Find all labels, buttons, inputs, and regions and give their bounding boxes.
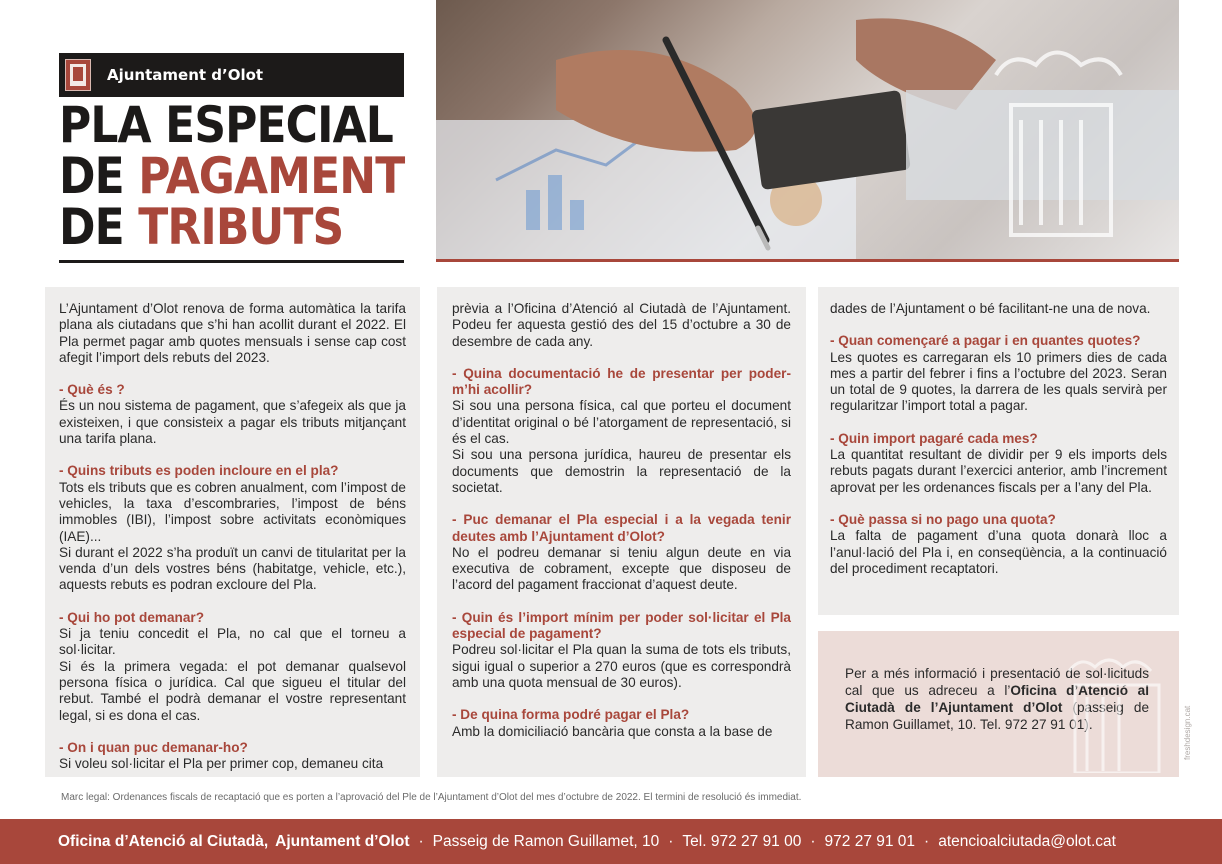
faq-section (59, 740, 406, 773)
faq-answer: La falta de pagament d’una quota donarà lloc a l’anul·lació del Pla i, en conseqüència, a la continuació del procediment recaptatori. (830, 528, 1167, 576)
logo-text: Ajuntament d’Olot (107, 66, 264, 84)
photo-underline (436, 259, 1179, 262)
faq-question: - On i quan puc demanar-ho? (59, 739, 248, 755)
title-line-3-prefix: DE (59, 198, 139, 256)
faq-answer: Amb la domiciliació bancària que consta a la base de (452, 723, 773, 739)
faq-answer: Si sou una persona física, cal que porteu el document d’identitat original o bé l’atorgament de representació, si és el cas. (452, 398, 791, 447)
faq-answer: És un nou sistema de pagament, que s’afegeix als que ja existeixen, i que consisteix a pagar els tributs mitjançant una tarifa plana. (59, 398, 406, 447)
faq-answer: Si sou una persona jurídica, haureu de presentar els documents que demostrin la representació de la societat. (452, 447, 791, 495)
column-2 (437, 287, 806, 777)
hero-photo-illustration (436, 0, 1179, 259)
footer-address: Passeig de Ramon Guillamet, 10 (432, 832, 660, 850)
faq-question: - Què és ? (59, 382, 125, 398)
faq-answer: No el podreu demanar si teniu algun deute en via executiva de cobrament, excepte que disposeu de l’acord del pagament fraccionat d’aquest deute. (452, 544, 791, 593)
faq-section (59, 610, 406, 724)
footer-phone[interactable]: Tel. 972 27 91 00 (682, 832, 802, 850)
faq-section (59, 463, 406, 593)
faq-section (830, 333, 1167, 414)
title-line-2-accent: PAGAMENT (138, 147, 405, 205)
faq-section (452, 610, 791, 691)
faq-question: - Quan començaré a pagar i en quantes quotes? (830, 333, 1141, 349)
hero-photo (436, 0, 1179, 259)
title-underline (59, 260, 404, 263)
faq-answer: Tots els tributs que es cobren anualment, com l’impost de vehicles, la taxa d’escombraries, l’impost de béns immobles (IBI), l’impost sobre activitats econòmiques (IAE)... (59, 479, 406, 544)
column-1 (45, 287, 420, 777)
info-text-post: (passeig de Ramon Guillamet, 10. Tel. 972 27 91 01). (845, 700, 1150, 732)
info-text-pre: Per a més informació i presentació de sol·licituds cal que us adreceu a l’ (845, 666, 1149, 698)
info-box (818, 631, 1179, 777)
faq-question: - De quina forma podré pagar el Pla? (452, 707, 690, 723)
faq-question: - Quin import pagaré cada mes? (830, 430, 1038, 446)
faq-answer: Si durant el 2022 s’ha produït un canvi de titularitat per la venda d’un dels vostres béns (habitatge, vehicle, etc.), aquests rebuts es podran excloure del Pla. (59, 544, 406, 593)
faq-answer: La quantitat resultant de dividir per 9 els imports dels rebuts pagats durant l’exercici anterior, amb l’increment aprovat per les ordenances fiscals per a l’any del Pla. (830, 447, 1167, 495)
footer-office: Oficina d’Atenció al Ciutadà, (58, 832, 269, 850)
column-3 (818, 287, 1179, 615)
title-line-1: PLA ESPECIAL (59, 96, 393, 154)
faq-section (830, 512, 1167, 577)
faq-question: - Qui ho pot demanar? (59, 609, 204, 625)
footer-separator: · (668, 832, 674, 850)
title-line-2-prefix: DE (59, 147, 139, 205)
footer-separator: · (924, 832, 930, 850)
page-title (59, 96, 405, 256)
design-credit: freshdesign.cat (1183, 705, 1192, 760)
continued-text: prèvia a l’Oficina d’Atenció al Ciutadà de l’Ajuntament. Podeu fer aquesta gestió des del 15 d’octubre a 30 de desembre de cada any. (452, 301, 791, 349)
footer-email-link[interactable]: atencioalciutada@olot.cat (938, 832, 1116, 850)
logo-bar (59, 53, 404, 97)
title-line-3-accent: TRIBUTS (138, 198, 344, 256)
footer-separator: · (418, 832, 424, 850)
faq-section (452, 707, 791, 740)
legal-note: Marc legal: Ordenances fiscals de recaptació que es porten a l’aprovació del Ple de l’Ajuntament d’Olot del mes d’octubre de 2022. El termini de resolució és immediat. (61, 792, 802, 803)
footer-org: Ajuntament d’Olot (275, 832, 410, 850)
faq-question: - Quin és l’import mínim per poder sol·licitar el Pla especial de pagament? (452, 609, 791, 642)
footer-phone-2[interactable]: 972 27 91 01 (824, 832, 916, 850)
footer-separator: · (810, 832, 816, 850)
faq-question: - Què passa si no pago una quota? (830, 511, 1056, 527)
faq-question: - Puc demanar el Pla especial i a la vegada tenir deutes amb l’Ajuntament d’Olot? (452, 512, 791, 544)
faq-section (452, 512, 791, 593)
coat-of-arms-watermark-icon (1061, 653, 1171, 773)
coat-of-arms-icon (65, 59, 91, 91)
intro-text: L’Ajuntament d’Olot renova de forma automàtica la tarifa plana als ciutadans que s’hi han acollit durant el 2022. El Pla permet pagar amb quotes mensuals i sense cap cost afegit l’import dels rebuts del 2023. (59, 301, 406, 365)
continued-text: dades de l’Ajuntament o bé facilitant-ne una de nova. (830, 301, 1151, 316)
footer-bar (0, 819, 1222, 864)
faq-answer: Si és la primera vegada: el pot demanar qualsevol persona física o jurídica. Cal que sigueu el titular del rebut. També el podrà demanar el vostre representant legal, si es dona el cas. (59, 658, 406, 723)
faq-section (452, 366, 791, 496)
faq-question: - Quins tributs es poden incloure en el pla? (59, 463, 339, 479)
faq-answer: Si voleu sol·licitar el Pla per primer cop, demaneu cita (59, 756, 384, 772)
info-office-name: Oficina d’Atenció al Ciutadà de l’Ajuntament d’Olot (845, 683, 1149, 715)
faq-question: - Quina documentació he de presentar per poder-m’hi acollir? (452, 365, 791, 398)
faq-section (830, 431, 1167, 496)
faq-section (59, 382, 406, 447)
faq-answer: Les quotes es carregaran els 10 primers dies de cada mes a partir del febrer i fins a l’octubre del 2023. Seran un total de 9 quotes, la darrera de les quals servirà per regularitzar l’import total a pagar. (830, 349, 1167, 414)
faq-answer: Si ja teniu concedit el Pla, no cal que el torneu a sol·licitar. (59, 626, 406, 658)
faq-answer: Podreu sol·licitar el Pla quan la suma de tots els tributs, sigui igual o superior a 270 euros (que es correspondrà amb una quota mensual de 30 euros). (452, 642, 791, 690)
